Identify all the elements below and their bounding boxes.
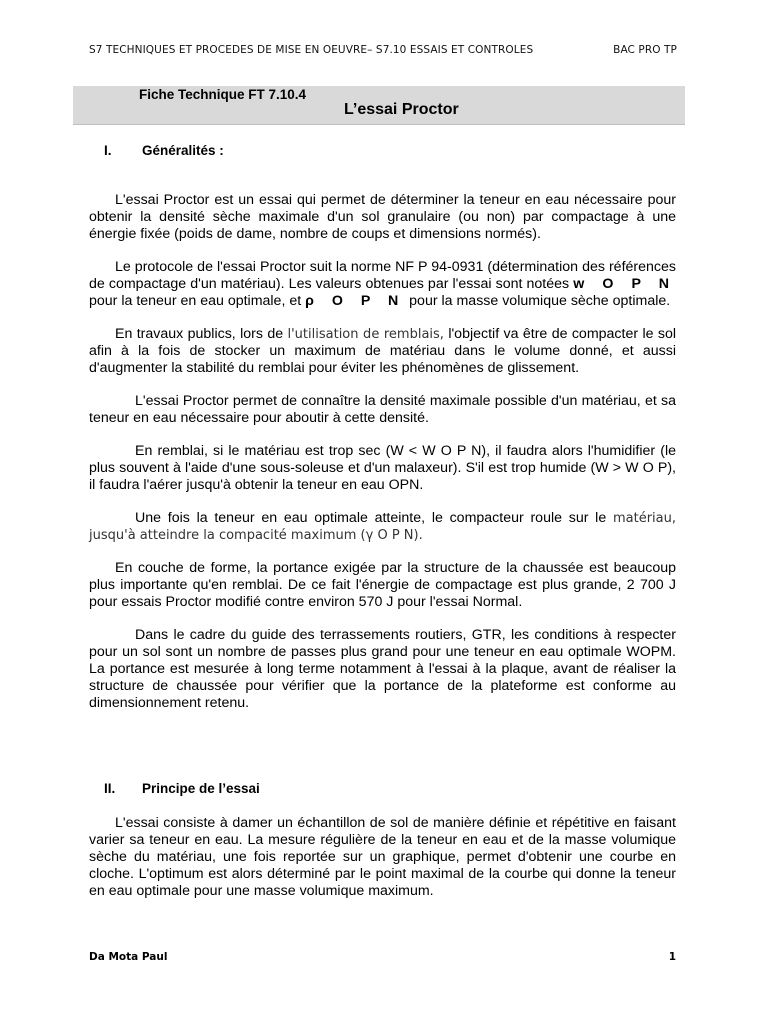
paragraph: L'essai Proctor est un essai qui permet de déterminer la teneur en eau nécessaire pour obtenir la densité sèche maximale d'un sol granulaire (ou non) par compactage à une énergie fixée (poids de dame, nombre de coups et dimensions normés). [89, 192, 676, 242]
paragraph: Dans le cadre du guide des terrassements routiers, GTR, les conditions à respecter pour un sol sont un nombre de passes plus grand pour une teneur en eau optimale WOPM. La portance est mesurée à long terme notamment à l'essai à la plaque, avant de réaliser la structure de chaussée pour vérifier que la portance de la plateforme est conforme au dimensionnement retenu. [89, 627, 676, 711]
paragraph: En remblai, si le matériau est trop sec (W < W O P N), il faudra alors l'humidifier (le plus souvent à l'aide d'une sous-soleuse et d'un malaxeur). S'il est trop humide (W > W O P), il faudra l'aérer jusqu'à obtenir la teneur en eau OPN. [89, 443, 676, 493]
section-1-body [89, 192, 676, 712]
running-header [89, 44, 677, 56]
section-2-number: II. [104, 781, 116, 796]
paragraph: En travaux publics, lors de l'utilisation de remblais, l'objectif va être de compacter le sol afin à la fois de stocker un maximum de matériau dans le volume donné, et aussi d'augmenter la stabilité du remblai pour éviter les phénomènes de glissement. [89, 326, 676, 376]
paragraph: L'essai Proctor permet de connaître la densité maximale possible d'un matériau, et sa teneur en eau nécessaire pour aboutir à cette densité. [89, 393, 676, 426]
paragraph: Le protocole de l'essai Proctor suit la norme NF P 94-0931 (détermination des références de compactage d'un matériau). Les valeurs obtenues par l'essai sont notées w O P N pour la teneur en eau optimale, et ρ O P N pour la masse volumique sèche optimale. [89, 259, 676, 309]
header-right: BAC PRO TP [613, 44, 677, 56]
section-2-heading [104, 781, 260, 796]
title-box [73, 86, 685, 125]
fiche-label: Fiche Technique FT 7.10.4 [139, 87, 307, 102]
section-1-number: I. [104, 143, 112, 158]
paragraph: En couche de forme, la portance exigée par la structure de la chaussée est beaucoup plus importante qu'en remblai. De ce fait l'énergie de compactage est plus grande, 2 700 J pour essais Proctor modifié contre environ 570 J pour l'essai Normal. [89, 560, 676, 610]
section-2-body [89, 815, 676, 900]
document-title: L’essai Proctor [344, 101, 459, 118]
section-1-heading [104, 143, 224, 158]
paragraph: Une fois la teneur en eau optimale atteinte, le compacteur roule sur le matériau, jusqu'à atteindre la compacité maximum (γ O P N). [89, 510, 676, 543]
page-number: 1 [668, 951, 676, 963]
symbol-rhoopn: ρ O P N [305, 293, 406, 309]
page-footer [89, 951, 676, 963]
section-1-title: Généralités : [142, 143, 224, 158]
section-2-title: Principe de l’essai [142, 781, 260, 796]
paragraph: L'essai consiste à damer un échantillon de sol de manière définie et répétitive en faisant varier sa teneur en eau. La mesure régulière de la teneur en eau et de la masse volumique sèche du matériau, une fois reportée sur un graphique, permet d'obtenir une courbe en cloche. L'optimum est alors déterminé par le point maximal de la courbe qui donne la teneur en eau optimale pour une masse volumique maximum. [89, 815, 676, 899]
footer-author: Da Mota Paul [89, 951, 168, 963]
header-left: S7 TECHNIQUES ET PROCEDES DE MISE EN OEUVRE– S7.10 ESSAIS ET CONTROLES [89, 44, 534, 56]
symbol-wopn: w O P N [573, 276, 676, 292]
